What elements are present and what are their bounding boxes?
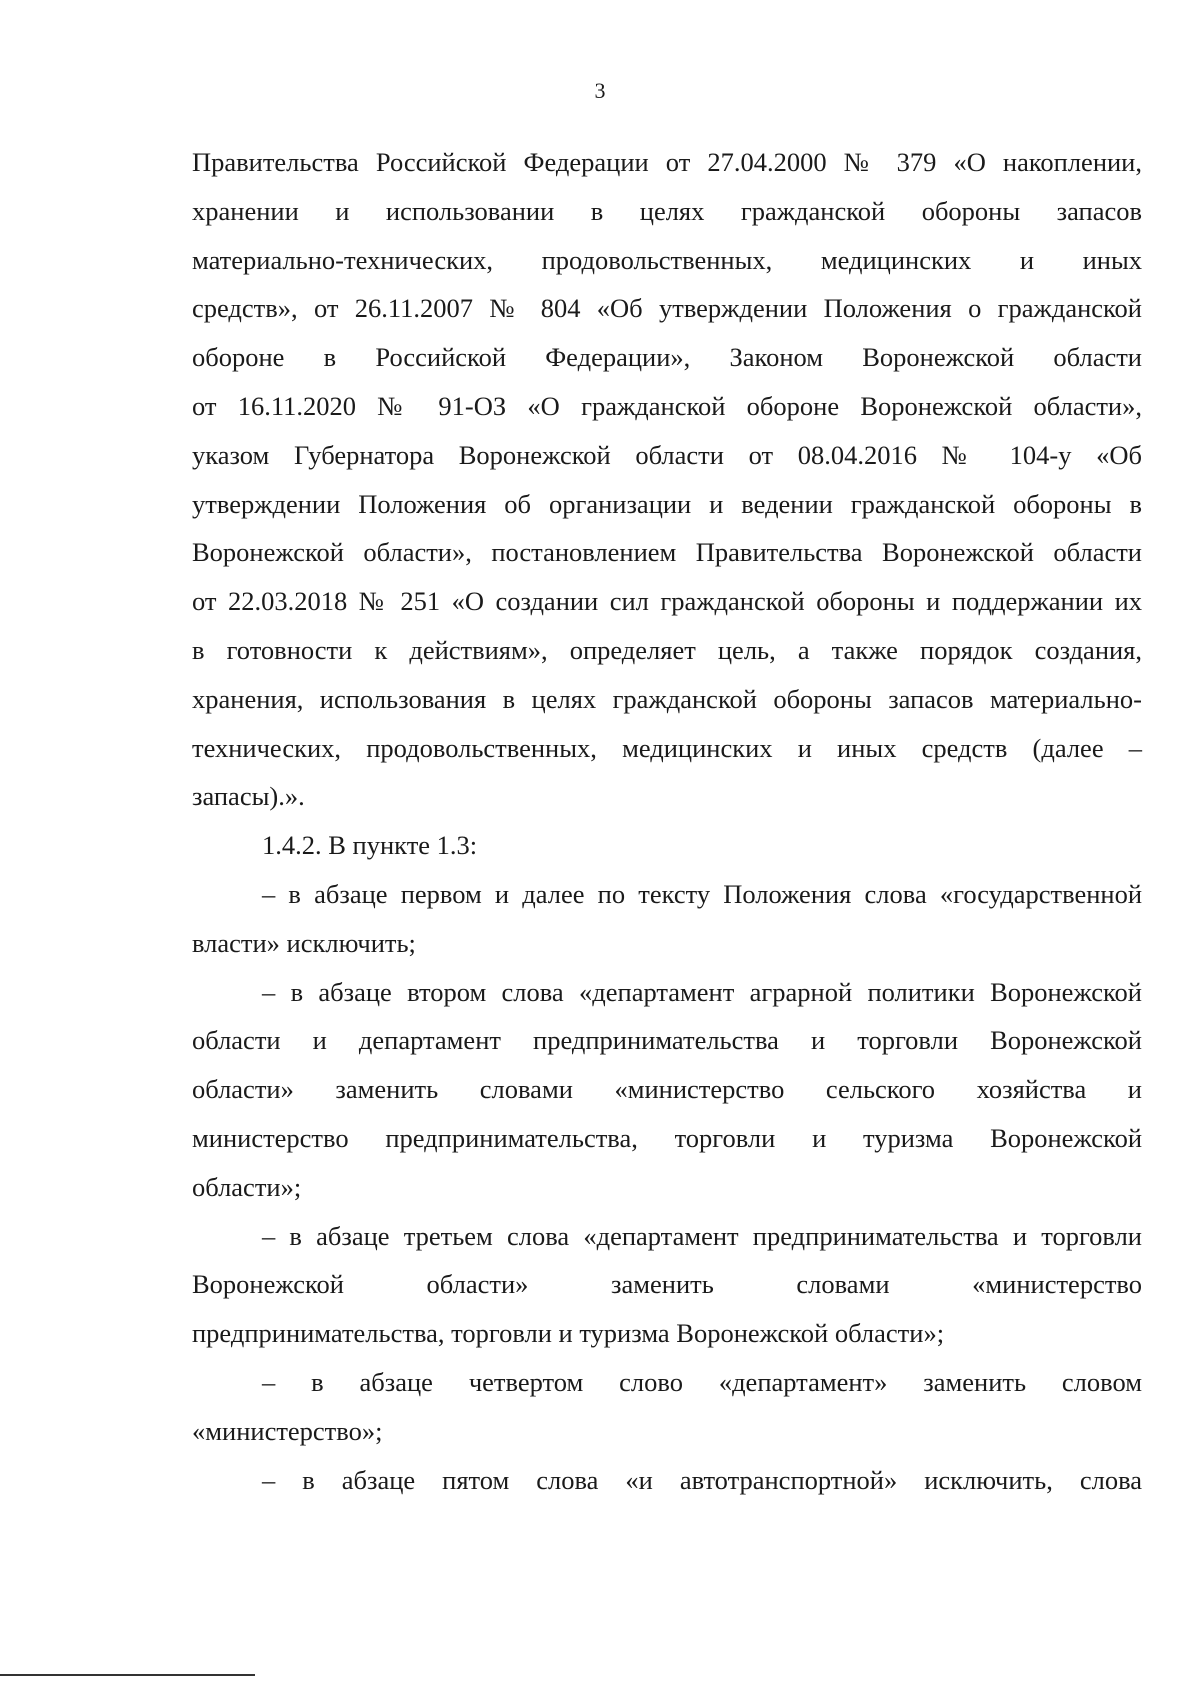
text-line: «министерство»;: [192, 1415, 383, 1446]
text-line: запасы).».: [192, 781, 305, 812]
text-line: – в абзаце первом и далее по тексту Положения слова «государственной: [262, 878, 1142, 909]
text-line: средств», от 26.11.2007 № 804 «Об утверждении Положения о гражданской: [192, 293, 1142, 324]
text-line: – в абзаце втором слова «департамент аграрной политики Воронежской: [262, 976, 1142, 1007]
text-line: – в абзаце четвертом слово «департамент» заменить словом: [262, 1366, 1142, 1397]
text-line: области» заменить словами «министерство сельского хозяйства и: [192, 1074, 1142, 1105]
text-line: власти» исключить;: [192, 927, 416, 958]
page-number: 3: [594, 78, 606, 103]
text-line: указом Губернатора Воронежской области от 08.04.2016 № 104-у «Об: [192, 439, 1142, 470]
text-line: хранения, использования в целях гражданской обороны запасов материально-: [192, 683, 1142, 714]
text-line: – в абзаце третьем слова «департамент предпринимательства и торговли: [262, 1220, 1142, 1251]
text-line: обороне в Российской Федерации», Законом Воронежской области: [192, 342, 1142, 373]
text-line: утверждении Положения об организации и ведении гражданской обороны в: [192, 488, 1142, 519]
text-line: предпринимательства, торговли и туризма Воронежской области»;: [192, 1318, 945, 1349]
text-line: Воронежской области» заменить словами «министерство: [192, 1269, 1142, 1300]
text-line: в готовности к действиям», определяет цель, а также порядок создания,: [192, 634, 1142, 665]
text-line: Правительства Российской Федерации от 27.04.2000 № 379 «О накоплении,: [192, 147, 1142, 177]
text-line: Воронежской области», постановлением Правительства Воронежской области: [192, 537, 1142, 568]
text-line: области»;: [192, 1171, 302, 1202]
text-line: области и департамент предпринимательства и торговли Воронежской: [192, 1025, 1142, 1056]
text-line: министерство предпринимательства, торговли и туризма Воронежской: [192, 1122, 1142, 1153]
text-line: хранении и использовании в целях гражданской обороны запасов: [192, 195, 1142, 226]
text-line: материально-технических, продовольственных, медицинских и иных: [192, 244, 1142, 275]
text-line: – в абзаце пятом слова «и автотранспортной» исключить, слова: [262, 1464, 1142, 1495]
document-body: [192, 138, 1142, 1504]
text-line: от 16.11.2020 № 91-ОЗ «О гражданской обороне Воронежской области»,: [192, 390, 1142, 421]
text-line: технических, продовольственных, медицинских и иных средств (далее –: [192, 732, 1142, 763]
paragraph-heading: 1.4.2. В пункте 1.3:: [262, 830, 478, 861]
footer-rule: [0, 1674, 255, 1676]
text-line: от 22.03.2018 № 251 «О создании сил гражданской обороны и поддержании их: [192, 586, 1142, 617]
